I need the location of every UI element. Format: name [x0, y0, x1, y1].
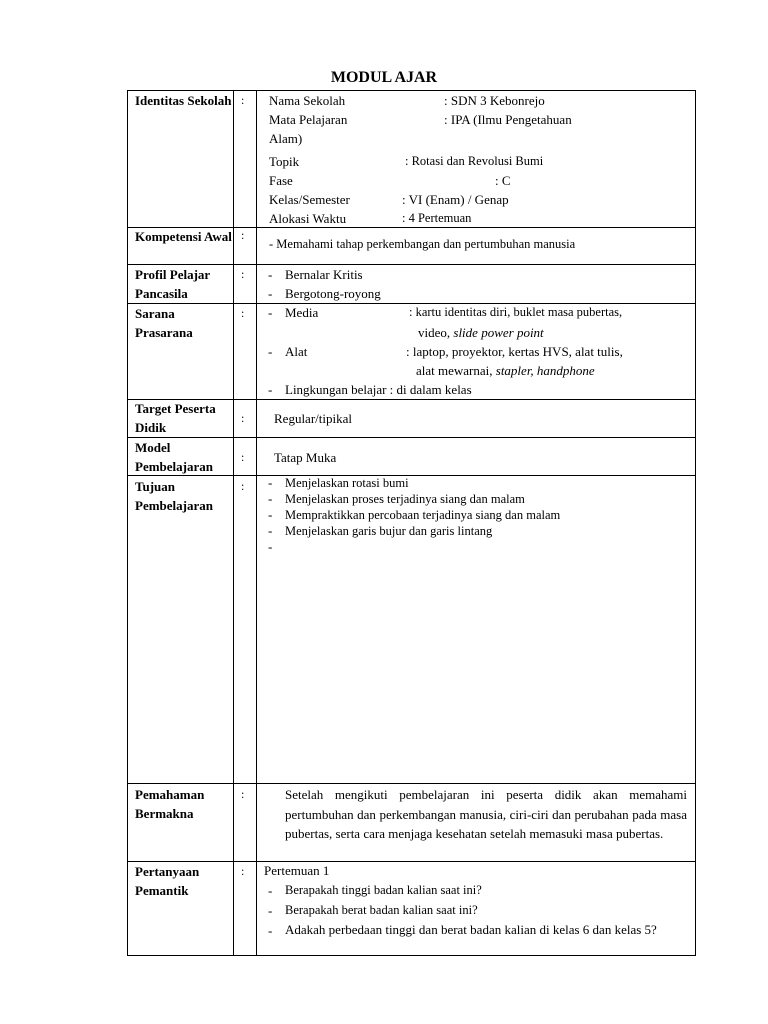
bullet-dash: -: [268, 507, 273, 522]
pertanyaan-item: Adakah perbedaan tinggi dan berat badan kalian di kelas 6 dan kelas 5?: [285, 922, 657, 937]
row-divider: [127, 783, 696, 784]
identitas-label: Identitas Sekolah: [135, 93, 232, 108]
alat-value: : laptop, proyektor, kertas HVS, alat tulis,: [406, 344, 623, 359]
sarana-label: Sarana Prasarana: [135, 306, 193, 340]
lingkungan-text: Lingkungan belajar : di dalam kelas: [285, 382, 472, 397]
alokasi-key: Alokasi Waktu: [269, 211, 347, 226]
mata-pelajaran-key: Mata Pelajaran: [269, 112, 348, 127]
model-colon: :: [241, 450, 245, 464]
bullet-dash: -: [268, 491, 273, 506]
mata-pelajaran-value: : IPA (Ilmu Pengetahuan: [444, 112, 572, 127]
tujuan-item: Menjelaskan rotasi bumi: [285, 476, 409, 490]
sarana-colon: :: [241, 306, 245, 320]
tujuan-item: Mempraktikkan percobaan terjadinya siang dan malam: [285, 508, 561, 522]
pemahaman-label: Pemahaman Bermakna: [135, 787, 205, 821]
kompetensi-text: - Memahami tahap perkembangan dan pertumbuhan manusia: [269, 237, 576, 251]
tujuan-label: Tujuan Pembelajaran: [135, 479, 213, 513]
pertanyaan-heading: Pertemuan 1: [264, 863, 330, 878]
column-divider-1: [233, 90, 234, 956]
media-cont: [418, 323, 544, 342]
pertanyaan-item: Berapakah tinggi badan kalian saat ini?: [285, 883, 482, 897]
bullet-dash: -: [268, 523, 273, 538]
bullet-dash: -: [268, 344, 273, 359]
topik-key: Topik: [269, 154, 300, 169]
alat-key: Alat: [285, 344, 308, 359]
alokasi-value: : 4 Pertemuan: [402, 211, 472, 225]
fase-key: Fase: [269, 173, 293, 188]
bullet-dash: -: [268, 305, 273, 320]
kompetensi-label: Kompetensi Awal: [135, 229, 232, 244]
pemahaman-colon: :: [241, 787, 245, 801]
media-cont-italic: slide power point: [453, 325, 544, 340]
fase-value: : C: [495, 173, 511, 188]
pertanyaan-label: Pertanyaan Pemantik: [135, 864, 200, 898]
bullet-dash: -: [268, 903, 273, 918]
identitas-colon: :: [241, 93, 245, 107]
target-text: Regular/tipikal: [274, 411, 352, 426]
kelas-key: Kelas/Semester: [269, 192, 350, 207]
media-value: : kartu identitas diri, buklet masa pubertas,: [409, 305, 623, 319]
bullet-dash: -: [268, 382, 273, 397]
profil-label: Profil Pelajar Pancasila: [135, 267, 210, 301]
pertanyaan-colon: :: [241, 864, 245, 878]
nama-sekolah-key: Nama Sekolah: [269, 93, 346, 108]
profil-item: Bergotong-royong: [285, 286, 381, 301]
bullet-dash: -: [268, 923, 273, 938]
media-key: Media: [285, 305, 319, 320]
model-text: Tatap Muka: [274, 450, 337, 465]
pertanyaan-item: Berapakah berat badan kalian saat ini?: [285, 903, 478, 917]
bullet-dash: -: [268, 883, 273, 898]
alat-cont-plain: alat mewarnai,: [416, 363, 496, 378]
column-divider-2: [256, 90, 257, 956]
bullet-dash: -: [268, 539, 273, 554]
profil-colon: :: [241, 267, 245, 281]
target-colon: :: [241, 411, 245, 425]
bullet-dash: -: [268, 286, 273, 301]
kelas-value: : VI (Enam) / Genap: [402, 192, 509, 207]
tujuan-colon: :: [241, 479, 245, 493]
model-label: Model Pembelajaran: [135, 440, 213, 474]
target-label: Target Peserta Didik: [135, 401, 216, 435]
tujuan-item: Menjelaskan garis bujur dan garis lintang: [285, 524, 493, 538]
alat-cont-italic: stapler, handphone: [495, 363, 595, 378]
bullet-dash: -: [268, 475, 273, 490]
media-cont-plain: video,: [418, 325, 454, 340]
pemahaman-text: Setelah mengikuti pembelajaran ini peserta didik akan memahami pertumbuhan dan perkembangan manusia, ciri-ciri dan perubahan pada masa pubertas, serta cara menjaga kesehatan setelah memasuki masa pubertas.: [285, 787, 687, 841]
profil-item: Bernalar Kritis: [285, 267, 363, 282]
topik-value: : Rotasi dan Revolusi Bumi: [405, 154, 544, 168]
page-title: MODUL AJAR: [330, 69, 438, 86]
kompetensi-colon: :: [241, 228, 245, 242]
alat-cont: [416, 361, 595, 380]
bullet-dash: -: [268, 267, 273, 282]
mata-pelajaran-cont: Alam): [269, 131, 303, 146]
nama-sekolah-value: : SDN 3 Kebonrejo: [444, 93, 545, 108]
tujuan-item: Menjelaskan proses terjadinya siang dan malam: [285, 492, 525, 506]
